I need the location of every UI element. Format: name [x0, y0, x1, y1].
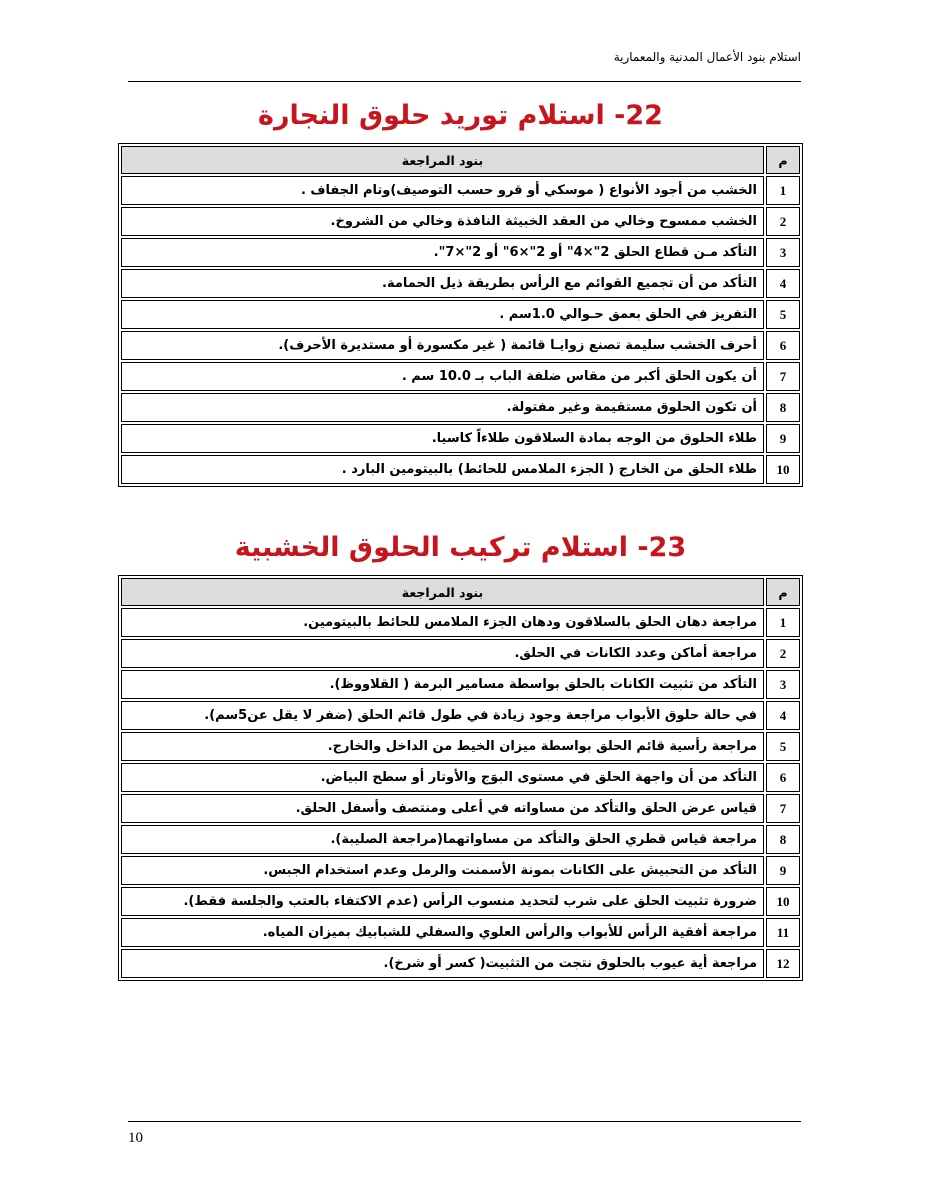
checklist-item: أحرف الخشب سليمة تصنع زوايـا قائمة ( غير مكسورة أو مستديرة الأحرف). — [121, 331, 764, 360]
row-number: 12 — [766, 949, 800, 978]
checklist-item: ضرورة تثبيت الحلق على شرب لتحديد منسوب الرأس (عدم الاكتفاء بالعتب والجلسة فقط). — [121, 887, 764, 916]
table-row — [121, 300, 800, 329]
row-number: 6 — [766, 331, 800, 360]
row-number: 3 — [766, 238, 800, 267]
column-header-items: بنود المراجعة — [121, 578, 764, 606]
checklist-item: مراجعة أفقية الرأس للأبواب والرأس العلوي والسفلي للشبابيك بميزان المياه. — [121, 918, 764, 947]
table-row — [121, 639, 800, 668]
table-row — [121, 856, 800, 885]
checklist-table — [118, 143, 803, 487]
checklist-item: أن يكون الحلق أكبر من مقاس ضلفة الباب بـ 10.0 سم . — [121, 362, 764, 391]
row-number: 10 — [766, 887, 800, 916]
table-row — [121, 701, 800, 730]
row-number: 4 — [766, 701, 800, 730]
section-title: 23- استلام تركيب الحلوق الخشبية — [234, 532, 687, 563]
table-row — [121, 794, 800, 823]
footer-rule — [128, 1121, 801, 1122]
table-row — [121, 238, 800, 267]
column-header-number: م — [766, 578, 800, 606]
table-row — [121, 424, 800, 453]
table-row — [121, 393, 800, 422]
row-number: 5 — [766, 732, 800, 761]
checklist-item: الخشب من أجود الأنواع ( موسكي أو قرو حسب التوصيف)وتام الجفاف . — [121, 176, 764, 205]
row-number: 11 — [766, 918, 800, 947]
table-row — [121, 608, 800, 637]
running-header: استلام بنود الأعمال المدنية والمعمارية — [613, 50, 801, 64]
row-number: 8 — [766, 825, 800, 854]
checklist-item: التأكد من التحبيش على الكانات بمونة الأسمنت والرمل وعدم استخدام الجبس. — [121, 856, 764, 885]
checklist-item: مراجعة قياس قطري الحلق والتأكد من مساواتهما(مراجعة الصليبة). — [121, 825, 764, 854]
checklist-item: التأكد مـن قطاع الحلق 2"×4" أو 2"×6" أو 2"×7". — [121, 238, 764, 267]
row-number: 4 — [766, 269, 800, 298]
table-row — [121, 331, 800, 360]
table-row — [121, 887, 800, 916]
checklist-item: مراجعة دهان الحلق بالسلاقون ودهان الجزء الملامس للحائط بالبيتومين. — [121, 608, 764, 637]
page-number: 10 — [128, 1130, 143, 1146]
table-row — [121, 455, 800, 484]
checklist-item: قياس عرض الحلق والتأكد من مساواته في أعلى ومنتصف وأسفل الحلق. — [121, 794, 764, 823]
row-number: 9 — [766, 424, 800, 453]
row-number: 8 — [766, 393, 800, 422]
row-number: 7 — [766, 362, 800, 391]
row-number: 1 — [766, 176, 800, 205]
row-number: 5 — [766, 300, 800, 329]
checklist-item: طلاء الحلوق من الوجه بمادة السلاقون طلاءاً كاسيا. — [121, 424, 764, 453]
checklist-item: في حالة حلوق الأبواب مراجعة وجود زيادة في طول قائم الحلق (ضفر لا يقل عن5سم). — [121, 701, 764, 730]
table-row — [121, 949, 800, 978]
table-row — [121, 732, 800, 761]
table-header-row — [121, 146, 800, 174]
checklist-item: الخشب ممسوح وخالي من العقد الخبيثة النافذة وخالي من الشروخ. — [121, 207, 764, 236]
checklist-item: مراجعة أماكن وعدد الكانات في الحلق. — [121, 639, 764, 668]
row-number: 10 — [766, 455, 800, 484]
table-row — [121, 670, 800, 699]
checklist-table — [118, 575, 803, 981]
row-number: 7 — [766, 794, 800, 823]
checklist-item: التأكد من أن تجميع القوائم مع الرأس بطريقة ذيل الحمامة. — [121, 269, 764, 298]
table-row — [121, 207, 800, 236]
table-row — [121, 269, 800, 298]
row-number: 2 — [766, 207, 800, 236]
table-row — [121, 176, 800, 205]
header-rule — [128, 81, 801, 82]
section-title: 22- استلام توريد حلوق النجارة — [258, 100, 663, 131]
checklist-item: مراجعة رأسية قائم الحلق بواسطة ميزان الخيط من الداخل والخارج. — [121, 732, 764, 761]
checklist-item: طلاء الحلق من الخارج ( الجزء الملامس للحائط) بالبيتومين البارد . — [121, 455, 764, 484]
table-row — [121, 918, 800, 947]
checklist-item: التأكد من أن واجهة الحلق في مستوى البوَج والأوتار أو سطح البياض. — [121, 763, 764, 792]
table-row — [121, 763, 800, 792]
row-number: 3 — [766, 670, 800, 699]
checklist-item: مراجعة أية عيوب بالحلوق نتجت من التثبيت( كسر أو شرخ). — [121, 949, 764, 978]
row-number: 9 — [766, 856, 800, 885]
checklist-item: أن تكون الحلوق مستقيمة وغير مفتولة. — [121, 393, 764, 422]
checklist-item: التأكد من تثبيت الكانات بالحلق بواسطة مسامير البرمة ( القلاووظ). — [121, 670, 764, 699]
table-row — [121, 825, 800, 854]
row-number: 6 — [766, 763, 800, 792]
row-number: 2 — [766, 639, 800, 668]
row-number: 1 — [766, 608, 800, 637]
column-header-number: م — [766, 146, 800, 174]
table-row — [121, 362, 800, 391]
checklist-item: التفريز في الحلق بعمق حـوالي 1.0سم . — [121, 300, 764, 329]
table-header-row — [121, 578, 800, 606]
column-header-items: بنود المراجعة — [121, 146, 764, 174]
